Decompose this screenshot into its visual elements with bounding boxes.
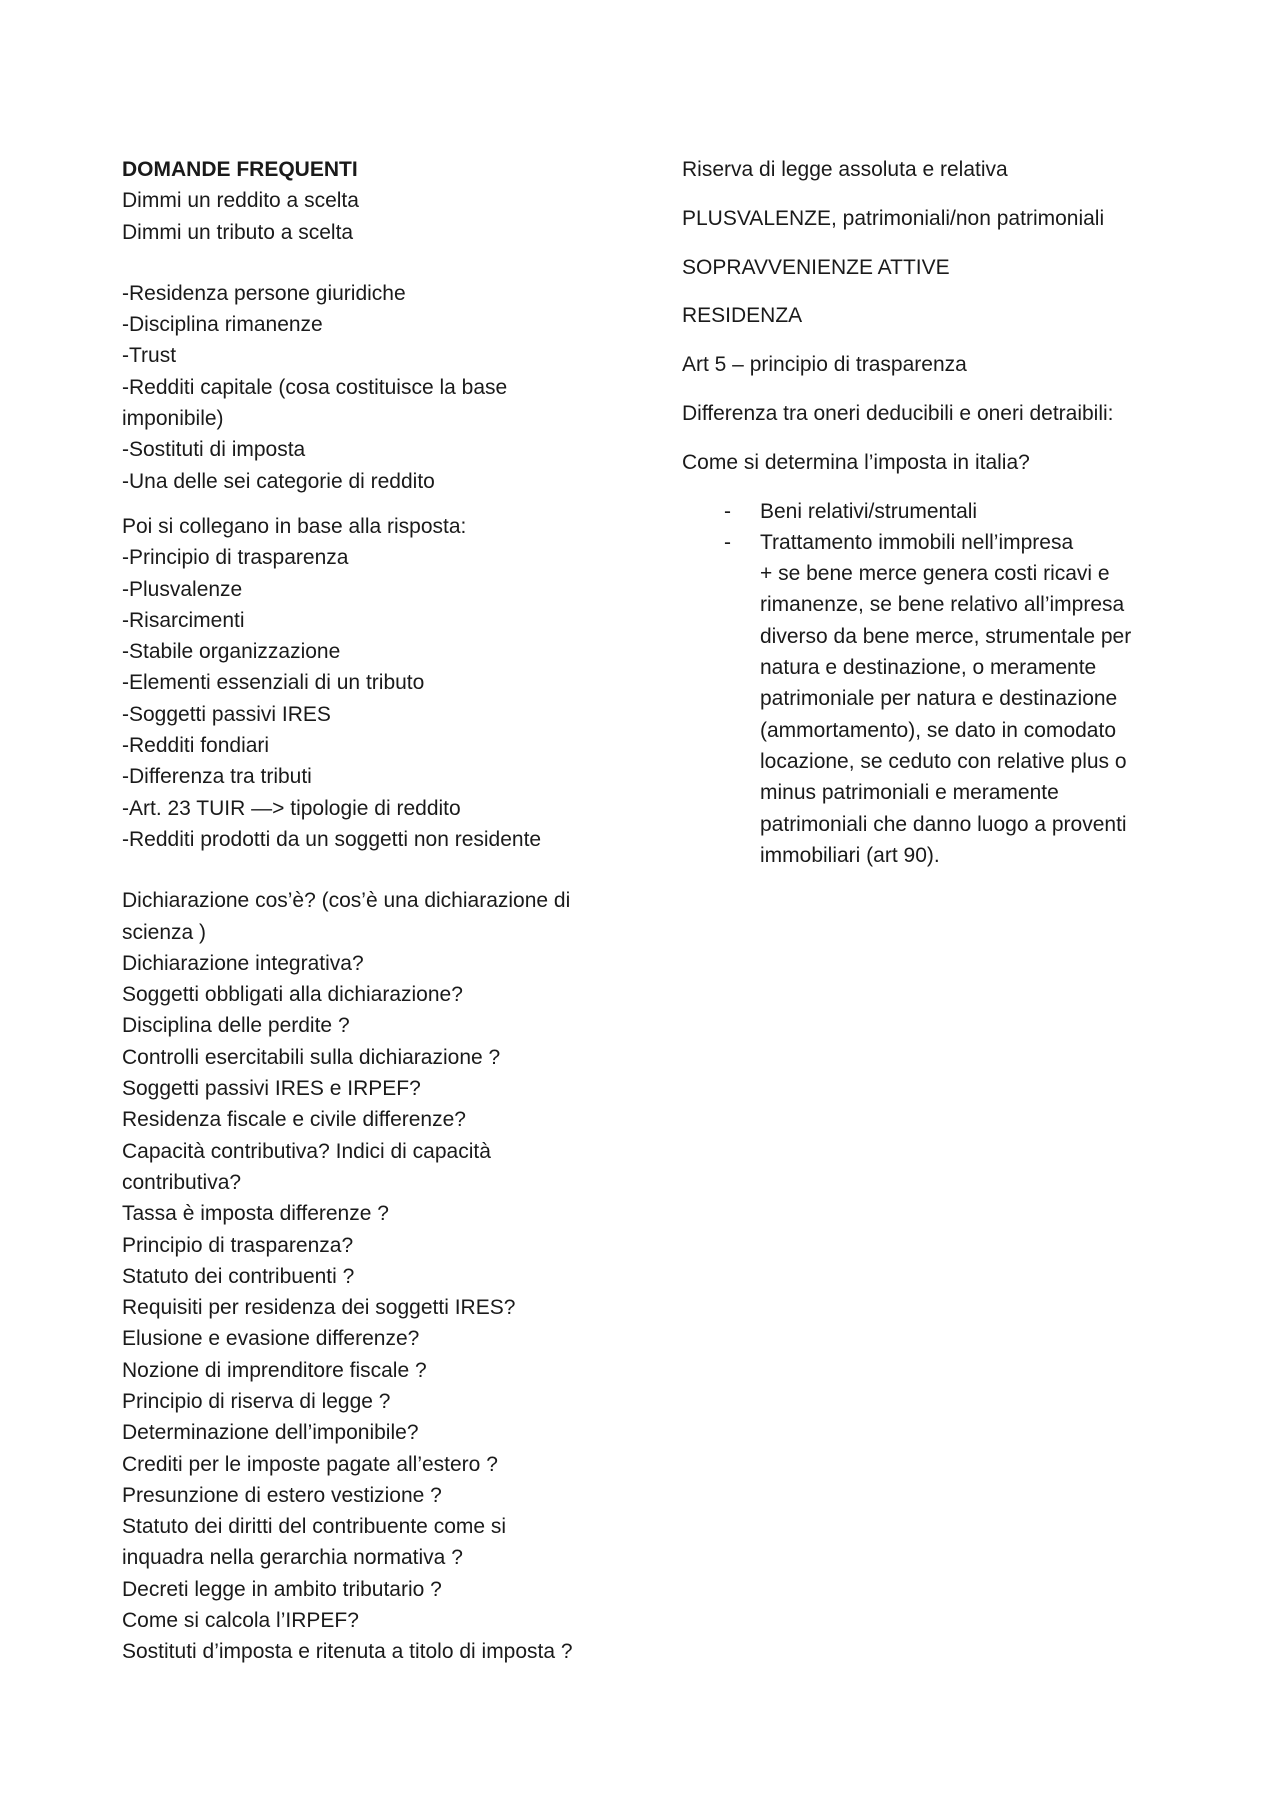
spacer [122,248,622,278]
question-line: Residenza fiscale e civile differenze? [122,1108,466,1132]
question-line: Soggetti passivi IRES e IRPEF? [122,1077,421,1101]
question-line: Determinazione dell’imponibile? [122,1421,419,1445]
topic-item: SOPRAVVENIENZE ATTIVE [682,255,950,279]
question-line: Principio di trasparenza? [122,1233,354,1257]
list-item: -Residenza persone giuridiche [122,281,406,305]
question-line: Dichiarazione integrativa? [122,951,364,975]
question-line: Sostituti d’imposta e ritenuta a titolo di imposta ? [122,1640,573,1664]
spacer [122,497,622,511]
intro-line: Dimmi un reddito a scelta [122,189,359,213]
question-line: Come si calcola l’IRPEF? [122,1609,359,1633]
question-line: Nozione di imprenditore fiscale ? [122,1358,427,1382]
bullet-text: Beni relativi/strumentali [760,499,978,523]
continuation-line: rimanenze, se bene relativo all’impresa [760,593,1125,617]
questions-list [122,885,622,1667]
question-line: Principio di riserva di legge ? [122,1389,391,1413]
list-item: -Principio di trasparenza [122,546,349,570]
topic-item: RESIDENZA [682,304,803,328]
continuation-line: diverso da bene merce, strumentale per [760,624,1132,648]
list-item: -Stabile organizzazione [122,640,341,664]
list-item: -Soggetti passivi IRES [122,702,331,726]
continuation-line: natura e destinazione, o meramente [760,656,1097,680]
question-line: Requisiti per residenza dei soggetti IRES? [122,1296,516,1320]
question-line: inquadra nella gerarchia normativa ? [122,1546,463,1570]
question-line: Elusione e evasione differenze? [122,1327,420,1351]
question-line: Statuto dei diritti del contribuente come si [122,1515,507,1539]
bullet-continuation [682,558,1182,871]
bullet-text: Trattamento immobili nell’impresa [760,530,1074,554]
linked-list [122,542,622,855]
list-item: -Elementi essenziali di un tributo [122,671,425,695]
list-item: -Risarcimenti [122,608,245,632]
spacer [122,855,622,885]
intro-line: Dimmi un tributo a scelta [122,220,354,244]
topic-item: PLUSVALENZE, patrimoniali/non patrimoniali [682,206,1105,230]
continuation-line: immobiliari (art 90). [760,843,940,867]
list-item: -Redditi capitale (cosa costituisce la base [122,375,508,399]
topic-item: Come si determina l’imposta in italia? [682,450,1030,474]
list-item: -Art. 23 TUIR —> tipologie di reddito [122,796,461,820]
question-line: Soggetti obbligati alla dichiarazione? [122,983,463,1007]
continuation-line: patrimoniali che danno luogo a proventi [760,812,1127,836]
continuation-line: locazione, se ceduto con relative plus o [760,749,1127,773]
linked-heading: Poi si collegano in base alla risposta: [122,514,467,538]
dash-marker: - [724,499,731,523]
list-item: -Plusvalenze [122,577,243,601]
list-item: -Differenza tra tributi [122,765,312,789]
question-line: Statuto dei contribuenti ? [122,1264,355,1288]
list-item: -Disciplina rimanenze [122,313,323,337]
bullet-list [682,496,1182,559]
question-line: Decreti legge in ambito tributario ? [122,1577,442,1601]
continuation-line: (ammortamento), se dato in comodato [760,718,1116,742]
right-column [682,154,1182,871]
bullet-item [682,527,1182,558]
question-line: Presunzione di estero vestizione ? [122,1483,442,1507]
list-item: -Redditi fondiari [122,734,270,758]
list-item: -Trust [122,344,177,368]
topic-item: Art 5 – principio di trasparenza [682,353,967,377]
topic-item: Differenza tra oneri deducibili e oneri detraibili: [682,401,1114,425]
question-line: Crediti per le imposte pagate all’estero ? [122,1452,498,1476]
continuation-line: minus patrimoniali e meramente [760,781,1059,805]
question-line: Dichiarazione cos’è? (cos’è una dichiarazione di [122,889,571,913]
topics-list [122,278,622,497]
list-item: -Una delle sei categorie di reddito [122,469,435,493]
page-title: DOMANDE FREQUENTI [122,158,358,181]
continuation-line: patrimoniale per natura e destinazione [760,687,1118,711]
left-column [122,154,622,1668]
question-line: Tassa è imposta differenze ? [122,1202,389,1226]
dash-marker: - [724,530,731,554]
bullet-item [682,496,1182,527]
continuation-line: + se bene merce genera costi ricavi e [760,562,1110,586]
list-item: imponibile) [122,407,224,431]
question-line: scienza ) [122,920,207,944]
list-item: -Redditi prodotti da un soggetti non residente [122,827,542,851]
question-line: Capacità contributiva? Indici di capacità [122,1139,491,1163]
list-item: -Sostituti di imposta [122,438,306,462]
question-line: Controlli esercitabili sulla dichiarazione ? [122,1045,501,1069]
question-line: contributiva? [122,1170,242,1194]
topic-item: Riserva di legge assoluta e relativa [682,158,1008,181]
question-line: Disciplina delle perdite ? [122,1014,350,1038]
